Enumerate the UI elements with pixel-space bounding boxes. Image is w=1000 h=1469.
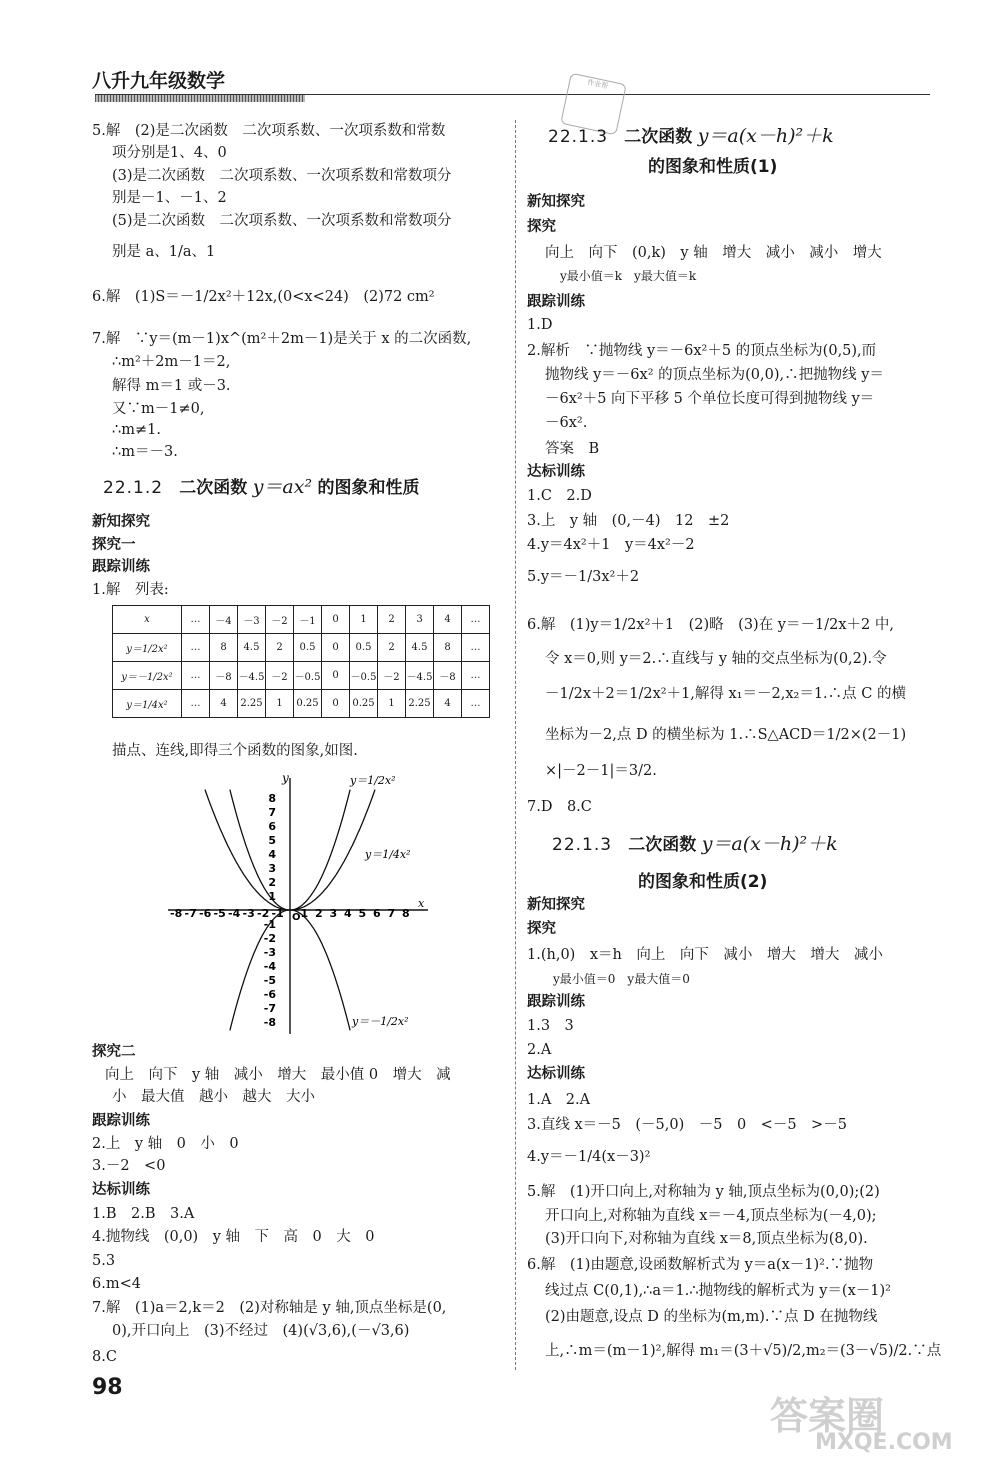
text-line: y最小值＝0 y最大值＝0 — [553, 972, 690, 986]
table-cell: 0 — [322, 634, 350, 662]
section-heading — [103, 478, 420, 497]
table-cell: 4 — [434, 606, 462, 634]
text-line: 1.(h,0) x＝h 向上 向下 减小 增大 增大 减小 — [527, 947, 883, 963]
subheading: 新知探究 — [92, 514, 150, 530]
subheading: 达标训练 — [527, 1066, 585, 1082]
table-cell: 1 — [350, 606, 378, 634]
section-number: 22.1.2 — [103, 478, 164, 498]
table-cell: －4.5 — [238, 662, 266, 690]
text-line: 别是 a、1/a、1 — [112, 244, 216, 260]
y-tick-label: -5 — [263, 974, 276, 987]
y-tick-label: 5 — [268, 834, 276, 847]
text-line: y最小值＝k y最大值＝k — [560, 269, 697, 283]
text-line: 6.解 (1)S＝－1/2x²＋12x,(0<x<24) (2)72 cm² — [92, 289, 435, 305]
table-cell: 8 — [434, 634, 462, 662]
text-line: 0),开口向上 (3)不经过 (4)(√3,6),(－√3,6) — [112, 1323, 410, 1339]
x-tick-label: -5 — [213, 907, 226, 920]
table-row — [113, 606, 490, 634]
x-tick-label: 5 — [358, 907, 367, 920]
x-tick-label: 4 — [344, 907, 352, 920]
table-cell: 0.5 — [350, 634, 378, 662]
text-line: 小 最大值 越小 越大 大小 — [112, 1089, 315, 1105]
text-line: 线过点 C(0,1),∴a＝1.∴抛物线的解析式为 y＝(x－1)² — [545, 1283, 891, 1299]
section-title-2: 的图象和性质(1) — [648, 157, 778, 177]
text-line: －6x²＋5 向下平移 5 个单位长度可得到抛物线 y＝ — [545, 391, 875, 407]
text-line: 3.－2 <0 — [92, 1158, 166, 1174]
x-tick-label: -8 — [170, 907, 183, 920]
table-cell: －8 — [434, 662, 462, 690]
text-line: 6.m<4 — [92, 1276, 141, 1292]
table-row-header: x — [113, 606, 182, 634]
text-line: 4.y＝－1/4(x－3)² — [527, 1149, 651, 1165]
table-cell: 4.5 — [238, 634, 266, 662]
table-cell: 0.25 — [294, 690, 322, 718]
text-line: －1/2x＋2＝1/2x²＋1,解得 x₁＝－2,x₂＝1.∴点 C 的横 — [545, 686, 906, 702]
subheading: 探究一 — [92, 537, 136, 553]
section-heading — [552, 835, 838, 854]
x-axis-label: x — [418, 897, 425, 910]
x-tick-label: 3 — [329, 907, 338, 920]
text-line: 3.直线 x＝－5 (－5,0) －5 0 <－5 >－5 — [527, 1117, 847, 1133]
text-line: 7.解 ∵y＝(m－1)x^(m²＋2m－1)是关于 x 的二次函数, — [92, 331, 472, 347]
text-line: 坐标为－2,点 D 的横坐标为 1.∴S△ACD＝1/2×(2－1) — [545, 727, 907, 743]
text-line: (3)开口向下,对称轴为直线 x＝8,顶点坐标为(8,0). — [545, 1231, 868, 1247]
table-cell: … — [462, 690, 490, 718]
table-cell: 2.25 — [238, 690, 266, 718]
table-cell: －1 — [294, 606, 322, 634]
text-line: 2.上 y 轴 0 小 0 — [92, 1136, 239, 1152]
text-line: 1.3 3 — [527, 1018, 574, 1034]
x-tick-label: -6 — [199, 907, 212, 920]
text-line: 1.A 2.A — [527, 1092, 591, 1108]
table-cell: 2 — [378, 634, 406, 662]
table-cell: 0.25 — [350, 690, 378, 718]
text-line: 令 x＝0,则 y＝2.∴直线与 y 轴的交点坐标为(0,2).令 — [545, 651, 887, 667]
table-cell: 2.25 — [406, 690, 434, 718]
y-tick-label: 6 — [268, 820, 276, 833]
table-row-header: y＝－1/2x² — [113, 662, 182, 690]
table-cell: 3 — [406, 606, 434, 634]
table-cell: … — [182, 634, 210, 662]
table-cell: 1 — [378, 690, 406, 718]
subheading: 跟踪训练 — [92, 1113, 150, 1129]
section-title: 二次函数 — [179, 478, 248, 498]
watermark-brand: 答案圈 — [770, 1394, 885, 1438]
table-cell: －0.5 — [294, 662, 322, 690]
table-cell: 8 — [210, 634, 238, 662]
section-title: 二次函数 — [628, 835, 697, 855]
table-cell: … — [462, 606, 490, 634]
subheading: 探究 — [527, 921, 556, 937]
text-line: 4.抛物线 (0,0) y 轴 下 高 0 大 0 — [92, 1229, 375, 1245]
table-row — [113, 634, 490, 662]
table-cell: 2 — [378, 606, 406, 634]
table-cell: －8 — [210, 662, 238, 690]
subheading: 跟踪训练 — [92, 559, 150, 575]
text-line: 7.解 (1)a＝2,k＝2 (2)对称轴是 y 轴,顶点坐标是(0, — [92, 1300, 447, 1316]
text-line: 3.上 y 轴 (0,－4) 12 ±2 — [527, 513, 730, 529]
page-header-title: 八升九年级数学 — [92, 70, 226, 92]
x-tick-label: 2 — [315, 907, 323, 920]
text-line: ∴m≠1. — [112, 422, 161, 438]
subheading: 跟踪训练 — [527, 994, 585, 1010]
table-row-header: y＝1/4x² — [113, 690, 182, 718]
table-cell: … — [182, 606, 210, 634]
text-line: 抛物线 y＝－6x² 的顶点坐标为(0,0),∴把抛物线 y＝ — [545, 367, 884, 383]
table-row — [113, 662, 490, 690]
column-divider — [515, 120, 516, 1370]
text-line: ∴m²＋2m－1＝2, — [112, 354, 231, 370]
y-tick-label: -4 — [263, 960, 276, 973]
text-line: 6.解 (1)由题意,设函数解析式为 y＝a(x－1)².∵抛物 — [527, 1257, 874, 1273]
text-line: ×|－2－1|＝3/2. — [545, 763, 657, 779]
text-line: 8.C — [92, 1349, 117, 1365]
text-line: 2.A — [527, 1042, 552, 1058]
text-line: 4.y＝4x²＋1 y＝4x²－2 — [527, 537, 695, 553]
table-cell: … — [182, 662, 210, 690]
text-line: 向上 向下 y 轴 减小 增大 最小值 0 增大 减 — [105, 1067, 451, 1083]
table-row-header: y＝1/2x² — [113, 634, 182, 662]
text-line: (3)是二次函数 二次项系数、一次项系数和常数项分 — [112, 168, 452, 184]
subheading: 跟踪训练 — [527, 294, 585, 310]
x-tick-label: 1 — [300, 907, 309, 920]
header-hatch — [95, 95, 305, 102]
text-line: 2.解析 ∵抛物线 y＝－6x²＋5 的顶点坐标为(0,5),而 — [527, 343, 877, 359]
text-line: (5)是二次函数 二次项系数、一次项系数和常数项分 — [112, 213, 452, 229]
x-tick-label: -7 — [184, 907, 197, 920]
subheading: 探究 — [527, 219, 556, 235]
text-line: 向上 向下 (0,k) y 轴 增大 减小 减小 增大 — [545, 245, 882, 261]
value-table — [112, 605, 490, 718]
table-cell: 4 — [210, 690, 238, 718]
curve-label: y＝－1/2x² — [352, 1015, 409, 1028]
table-cell: 0 — [322, 690, 350, 718]
page-number: 98 — [92, 1375, 123, 1400]
text-line: 项分别是1、4、0 — [112, 145, 227, 161]
text-line: －6x². — [545, 415, 588, 431]
table-cell: … — [462, 662, 490, 690]
table-cell: 4 — [434, 690, 462, 718]
text-line: 答案 B — [545, 441, 600, 457]
y-tick-label: -2 — [263, 932, 276, 945]
subheading: 达标训练 — [527, 464, 585, 480]
text-line: 5.解 (1)开口向上,对称轴为 y 轴,顶点坐标为(0,0);(2) — [527, 1184, 880, 1200]
y-tick-label: -8 — [263, 1016, 276, 1029]
text-line: 1.C 2.D — [527, 488, 592, 504]
x-tick-label: -1 — [271, 907, 284, 920]
watermark-site: MXQE.COM — [815, 1430, 953, 1455]
text-line: 7.D 8.C — [527, 799, 592, 815]
section-number: 22.1.3 — [552, 835, 613, 855]
y-tick-label: 4 — [268, 848, 276, 861]
x-tick-label: 6 — [373, 907, 381, 920]
table-cell: 0 — [322, 606, 350, 634]
table-cell: 1 — [266, 690, 294, 718]
table-cell: 4.5 — [406, 634, 434, 662]
subheading: 探究二 — [92, 1044, 136, 1060]
stamp-mark: 作业帮 — [560, 73, 627, 136]
y-tick-label: 7 — [268, 806, 276, 819]
x-tick-label: -4 — [228, 907, 241, 920]
table-row — [113, 690, 490, 718]
text-line: 1.解 列表: — [92, 582, 169, 598]
origin-label: O — [292, 912, 301, 923]
table-cell: … — [182, 690, 210, 718]
section-heading — [548, 127, 834, 146]
section-formula: y＝ax² — [252, 476, 313, 498]
subheading: 新知探究 — [527, 194, 585, 210]
table-cell: －3 — [238, 606, 266, 634]
subheading: 达标训练 — [92, 1182, 150, 1198]
text-line: 又∵m－1≠0, — [112, 401, 205, 417]
table-cell: －2 — [266, 662, 294, 690]
x-tick-label: 8 — [402, 907, 410, 920]
y-tick-label: 8 — [268, 792, 276, 805]
section-number: 22.1.3 — [548, 127, 609, 147]
text-line: 解得 m＝1 或－3. — [112, 378, 231, 394]
text-line: (2)由题意,设点 D 的坐标为(m,m).∵点 D 在抛物线 — [545, 1309, 878, 1325]
section-formula: y＝a(x－h)²＋k — [701, 833, 838, 855]
text-line: 1.D — [527, 317, 553, 333]
text-line: 6.解 (1)y＝1/2x²＋1 (2)略 (3)在 y＝－1/2x＋2 中, — [527, 617, 894, 633]
section-title: 二次函数 — [624, 127, 693, 147]
y-tick-label: -6 — [263, 988, 276, 1001]
text-line: 别是－1、－1、2 — [112, 190, 227, 206]
text-line: 5.y＝－1/3x²＋2 — [527, 569, 640, 585]
y-tick-label: -7 — [263, 1002, 276, 1015]
text-line: 上,∴m＝(m－1)²,解得 m₁＝(3＋√5)/2,m₂＝(3－√5)/2.∵点 — [545, 1343, 942, 1359]
graph-caption: 描点、连线,即得三个函数的图象,如图. — [112, 743, 358, 759]
table-cell: －2 — [266, 606, 294, 634]
section-formula: y＝a(x－h)²＋k — [697, 125, 834, 147]
table-cell: －2 — [378, 662, 406, 690]
table-cell: 2 — [266, 634, 294, 662]
x-tick-label: -3 — [242, 907, 255, 920]
table-cell: … — [462, 634, 490, 662]
text-line: 5.解 (2)是二次函数 二次项系数、一次项系数和常数 — [92, 123, 446, 139]
text-line: 1.B 2.B 3.A — [92, 1206, 195, 1222]
subheading: 新知探究 — [527, 897, 585, 913]
y-tick-label: 2 — [268, 876, 276, 889]
x-tick-label: 7 — [387, 907, 396, 920]
table-cell: 0 — [322, 662, 350, 690]
text-line: 开口向上,对称轴为直线 x＝－4,顶点坐标为(－4,0); — [545, 1208, 877, 1224]
y-tick-label: -1 — [263, 918, 276, 931]
curve-label: y＝1/2x² — [350, 774, 396, 787]
text-line: 5.3 — [92, 1253, 116, 1269]
section-title-2: 的图象和性质(2) — [638, 872, 768, 892]
text-line: ∴m＝－3. — [112, 444, 178, 460]
table-cell: －4.5 — [406, 662, 434, 690]
y-tick-label: 3 — [268, 862, 276, 875]
table-cell: －4 — [210, 606, 238, 634]
y-axis-label: y — [282, 771, 289, 785]
y-tick-label: -3 — [263, 946, 276, 959]
parabola-graph — [160, 770, 440, 1038]
table-cell: －0.5 — [350, 662, 378, 690]
section-title-2: 的图象和性质 — [317, 478, 420, 498]
y-tick-label: 1 — [268, 890, 276, 903]
table-cell: 0.5 — [294, 634, 322, 662]
curve-label: y＝1/4x² — [365, 848, 411, 861]
x-tick-label: -2 — [257, 907, 270, 920]
